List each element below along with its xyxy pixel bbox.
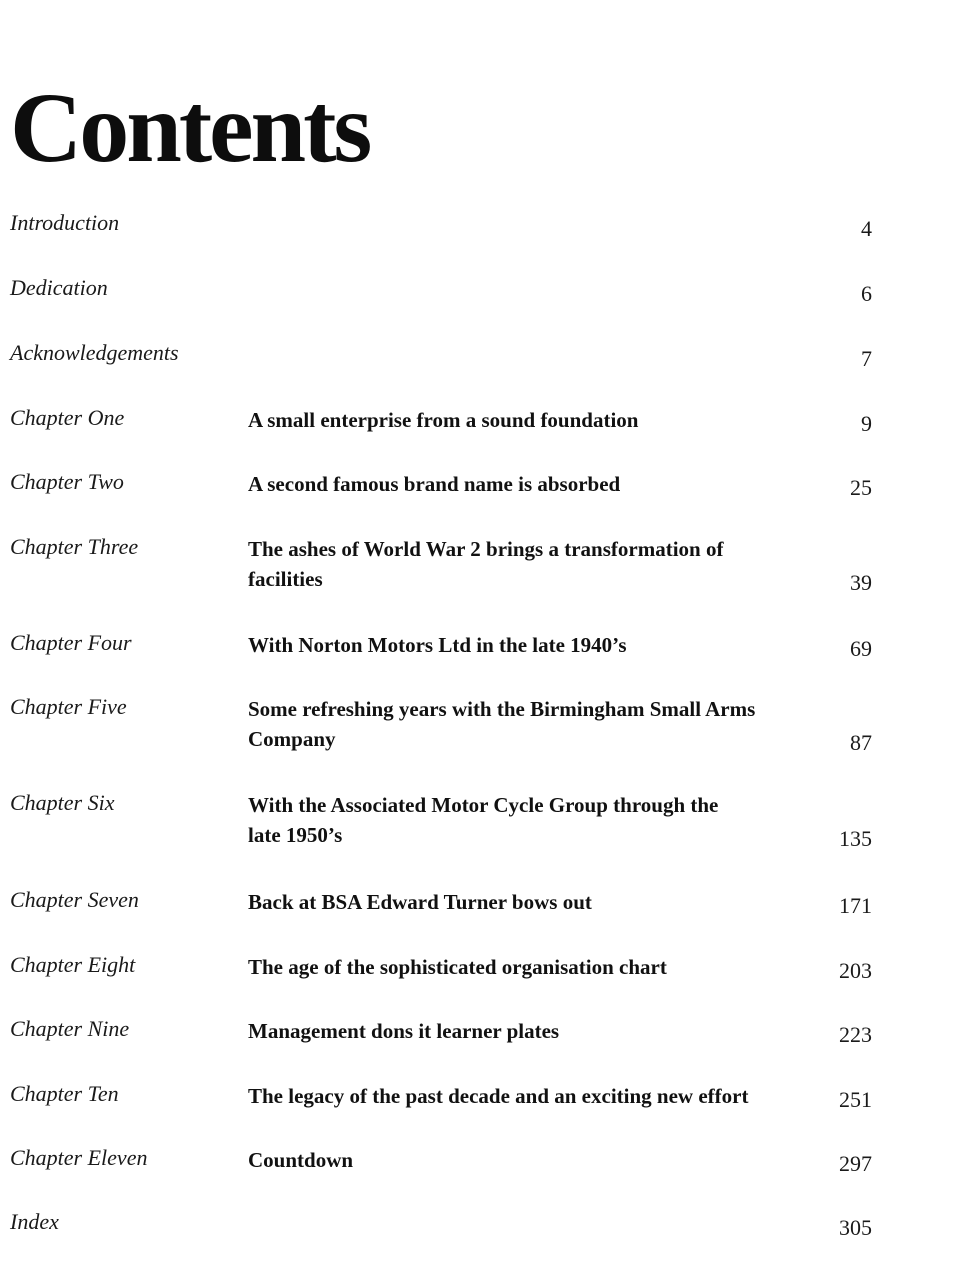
toc-entry-chapter-nine (0, 1014, 978, 1074)
entry-label: Introduction (10, 210, 120, 235)
entry-page-number: 251 (839, 1087, 872, 1112)
entry-label: Chapter Nine (10, 1016, 130, 1041)
entry-page-number: 223 (839, 1022, 872, 1047)
toc-entry-introduction (0, 208, 978, 268)
entry-heading: Back at BSA Edward Turner bows out (248, 890, 592, 914)
entry-label: Chapter Eight (10, 952, 136, 977)
entry-label: Index (10, 1209, 59, 1234)
entry-label: Acknowledgements (10, 340, 179, 365)
entry-label: Chapter Five (10, 694, 127, 719)
page-title: Contents (10, 72, 370, 183)
entry-heading: The age of the sophisticated organisation chart (248, 955, 667, 979)
toc-entry-chapter-eleven (0, 1143, 978, 1203)
entry-label: Chapter Four (10, 630, 132, 655)
entry-label: Chapter Seven (10, 887, 139, 912)
entry-heading: A second famous brand name is absorbed (248, 472, 621, 496)
entry-heading: Management dons it learner plates (248, 1019, 560, 1043)
entry-page-number: 9 (861, 411, 872, 436)
entry-label: Chapter Ten (10, 1081, 119, 1106)
entry-heading: The ashes of World War 2 brings a transformation of facilities (248, 537, 724, 591)
entry-label: Chapter One (10, 405, 125, 430)
entry-label: Chapter Three (10, 534, 139, 559)
entry-heading: A small enterprise from a sound foundation (248, 408, 639, 432)
entry-page-number: 7 (861, 346, 872, 371)
entry-label: Chapter Two (10, 469, 124, 494)
entry-heading: With the Associated Motor Cycle Group through the late 1950’s (248, 793, 719, 847)
toc-entry-chapter-eight (0, 950, 978, 1010)
toc-entry-dedication (0, 273, 978, 333)
entry-page-number: 4 (861, 216, 872, 241)
entry-page-number: 203 (839, 958, 872, 983)
toc-entry-chapter-four (0, 628, 978, 688)
entry-page-number: 87 (850, 730, 872, 755)
toc-entry-chapter-three (0, 532, 978, 622)
entry-page-number: 135 (839, 826, 872, 851)
entry-label: Chapter Six (10, 790, 115, 815)
entry-heading: The legacy of the past decade and an exciting new effort (248, 1084, 749, 1108)
entry-page-number: 6 (861, 281, 872, 306)
toc-entry-chapter-six (0, 788, 978, 878)
entry-page-number: 69 (850, 636, 872, 661)
toc-entry-acknowledgements (0, 338, 978, 398)
entry-page-number: 25 (850, 475, 872, 500)
entry-label: Dedication (10, 275, 108, 300)
entry-page-number: 305 (839, 1215, 872, 1240)
toc-entry-chapter-one (0, 403, 978, 463)
toc-entry-chapter-five (0, 692, 978, 782)
entry-page-number: 39 (850, 570, 872, 595)
toc-entry-chapter-ten (0, 1079, 978, 1139)
entry-heading: Some refreshing years with the Birmingham Small Arms Company (248, 697, 756, 751)
toc-entry-chapter-two (0, 467, 978, 527)
entry-page-number: 171 (839, 893, 872, 918)
entry-label: Chapter Eleven (10, 1145, 148, 1170)
toc-entry-chapter-seven (0, 885, 978, 945)
entry-heading: Countdown (248, 1148, 354, 1172)
entry-heading: With Norton Motors Ltd in the late 1940’s (248, 633, 627, 657)
toc-entry-index (0, 1207, 978, 1267)
entry-page-number: 297 (839, 1151, 872, 1176)
